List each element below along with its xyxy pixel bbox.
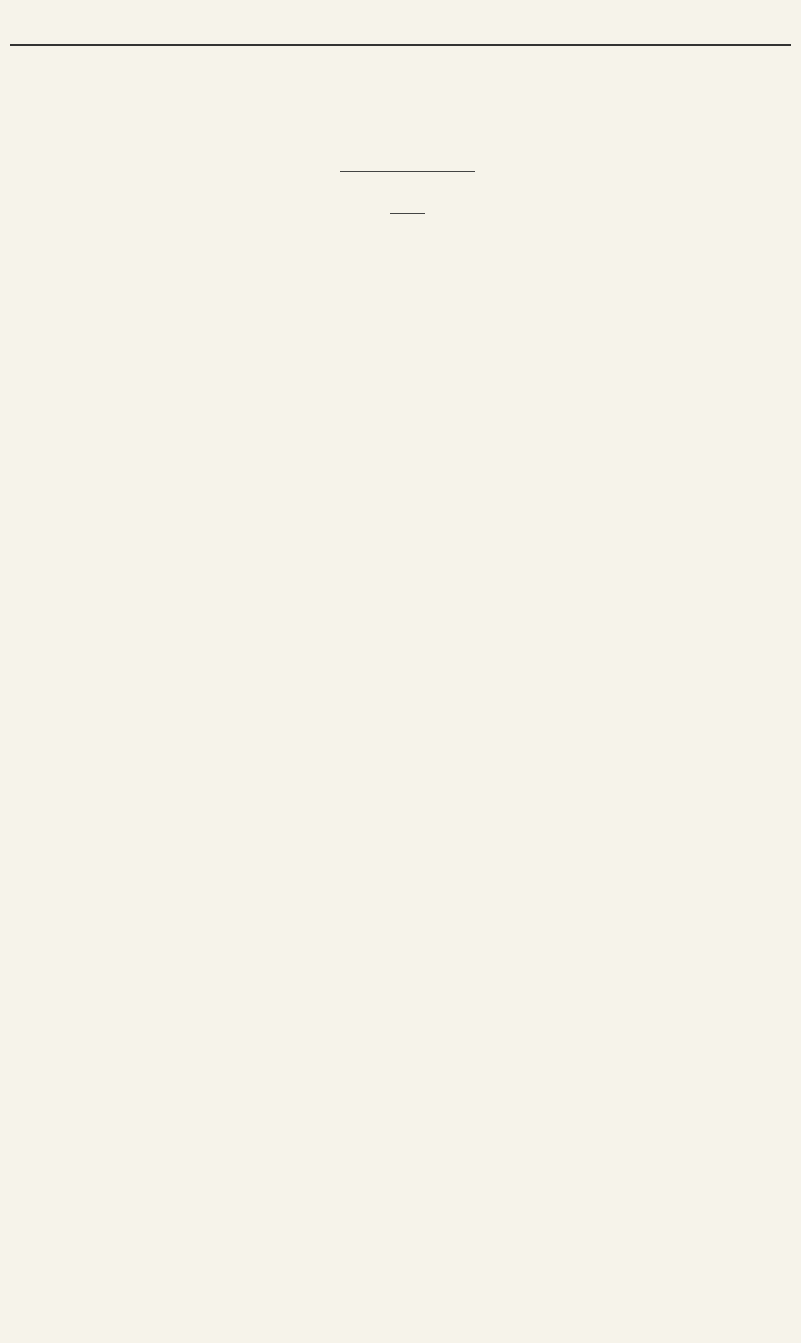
- main-table: [10, 224, 786, 752]
- header-rule: [10, 44, 791, 46]
- divider: [340, 171, 475, 172]
- divider: [390, 213, 425, 214]
